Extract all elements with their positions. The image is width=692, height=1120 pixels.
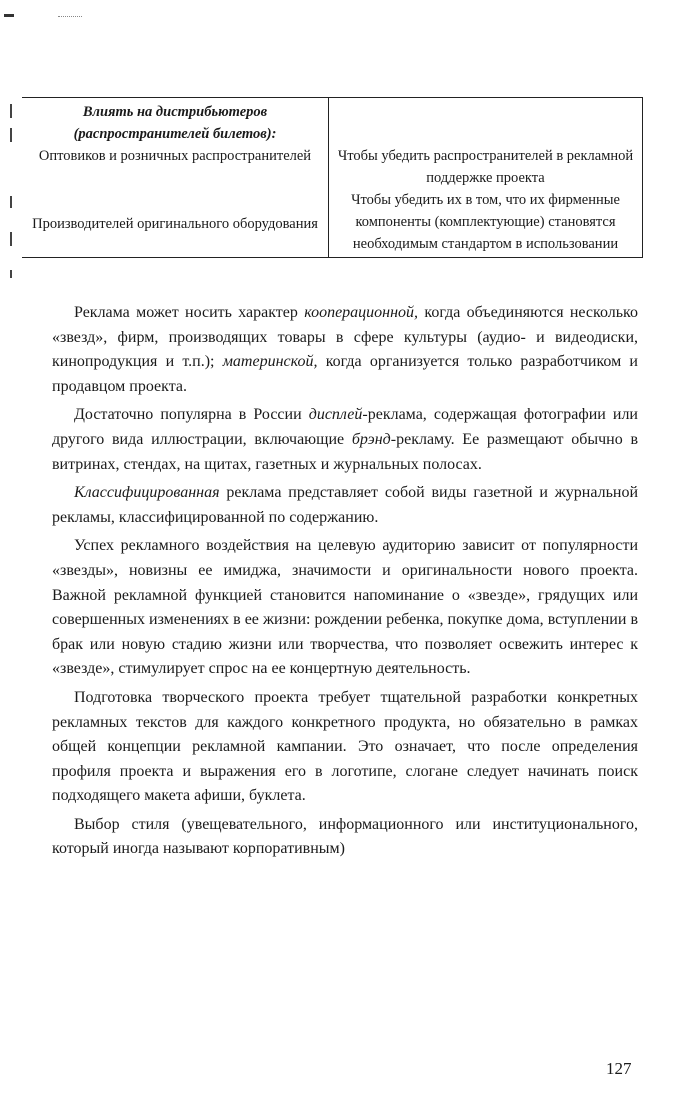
table-cell xyxy=(329,98,643,190)
row-label: Производителей оригинального оборудования xyxy=(32,216,318,232)
table-header: Влиять на дистрибьютеров (распространителей билетов): xyxy=(73,104,277,142)
page-number: 127 xyxy=(606,1059,632,1078)
paragraph xyxy=(52,403,638,477)
paragraph: Выбор стиля (увещевательного, информационного или институционального, который иногда называют корпоративным) xyxy=(52,815,638,858)
text-span: когда организуется только разработчиком и продавцом проекта. xyxy=(52,353,638,395)
table-cell xyxy=(329,189,643,258)
text-span: -реклама, содержащая фотографии или другого вида иллюстрации, включающие xyxy=(52,406,638,448)
margin-mark xyxy=(10,270,12,278)
italic-term: кооперационной, xyxy=(304,304,419,321)
margin-mark xyxy=(10,104,12,118)
italic-term: брэнд xyxy=(351,430,391,448)
italic-term: материнской, xyxy=(222,353,318,371)
table-row xyxy=(22,98,643,190)
main-text xyxy=(52,301,638,866)
text-span: Достаточно популярна в России xyxy=(74,406,309,424)
row-goal: Чтобы убедить их в том, что их фирменные компоненты (комплектующие) становятся необходимым стандартом в использовании xyxy=(351,192,620,252)
scan-dots xyxy=(58,16,82,18)
text-span: когда объединяются несколько «звезд», фирм, производящих товары в сфере культуры (аудио- и видеодиски, кинопродукция и т.п.); xyxy=(52,304,639,371)
row-label: Оптовиков и розничных распространителей xyxy=(38,148,312,164)
paragraph xyxy=(52,301,638,399)
table-row xyxy=(22,189,643,258)
distributor-table xyxy=(22,97,643,258)
row-goal: Чтобы убедить распространителей в рекламной поддержке проекта xyxy=(337,148,634,186)
text-span: Реклама может носить характер xyxy=(74,304,305,321)
table-cell xyxy=(22,98,329,190)
scan-mark xyxy=(4,14,14,17)
table-cell xyxy=(22,189,329,258)
paragraph: Подготовка творческого проекта требует тщательной разработки конкретных рекламных текстов для каждого конкретного продукта, но обязательно в рамках общей концепции рекламной кампании. Это означает, что после определения профиля проекта и выражения его в логотипе, слогане следует начинать поиск подходящего макета афиши, буклета. xyxy=(52,688,638,805)
margin-mark xyxy=(10,196,12,208)
text-span: реклама представляет собой виды газетной и журнальной рекламы, классифицированной по содержанию. xyxy=(52,484,638,526)
margin-mark xyxy=(10,232,12,246)
text-span: -рекламу. Ее размещают обычно в витринах, стендах, на щитах, газетных и журнальных полосах. xyxy=(52,430,638,473)
italic-term: дисплей xyxy=(308,406,363,424)
paragraph: Успех рекламного воздействия на целевую аудиторию зависит от популярности «звезды», новизны ее имиджа, значимости и оригинальности нового проекта. Важной рекламной функцией становится напоминание о «звезде», грядущих или совершенных изменениях в ее жизни: рождении ребенка, покупке дома, вступлении в брак или новую стадию жизни или творчества, что позволяет освежить интерес к «звезде», стимулирует спрос на ее концертную деятельность. xyxy=(52,537,638,678)
paragraph xyxy=(52,481,638,530)
italic-term: Классифицированная xyxy=(74,484,220,502)
margin-mark xyxy=(10,128,12,142)
